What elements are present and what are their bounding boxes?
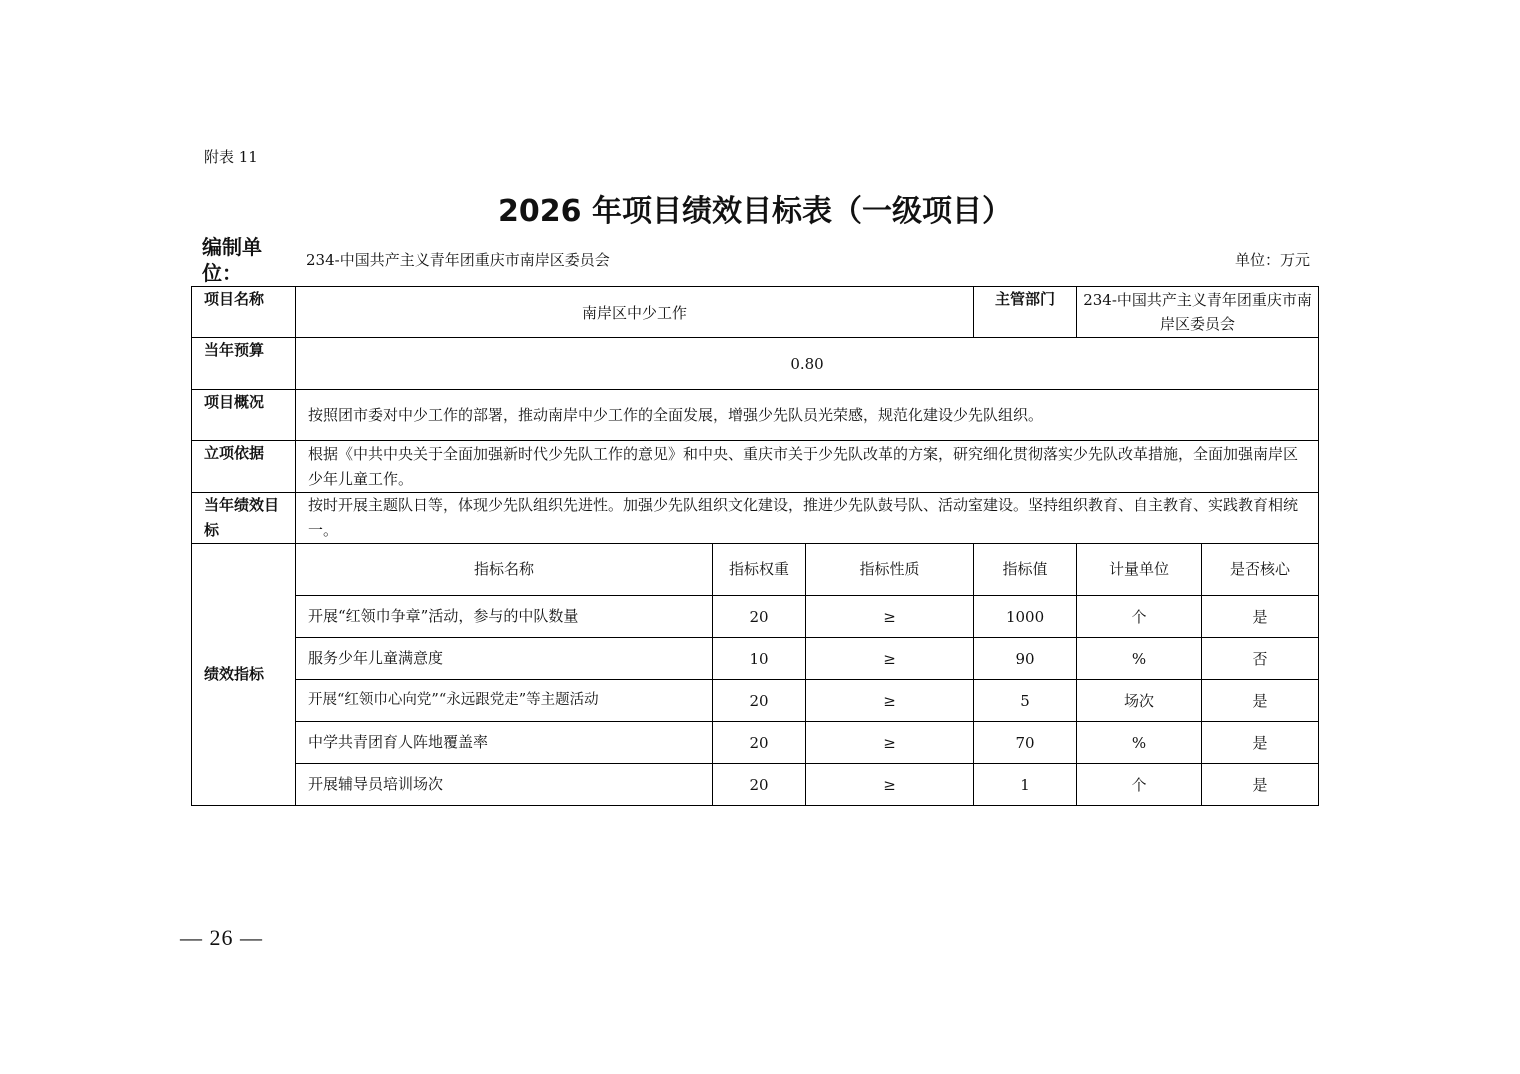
indicator-is-core: 是 bbox=[1202, 680, 1319, 722]
indicator-nature: ≥ bbox=[806, 596, 974, 638]
indicator-nature: ≥ bbox=[806, 764, 974, 806]
indicator-weight: 20 bbox=[713, 680, 806, 722]
row-goal bbox=[192, 493, 1319, 544]
overview-label: 项目概况 bbox=[192, 390, 296, 441]
indicator-unit: % bbox=[1077, 722, 1202, 764]
indicator-unit: 个 bbox=[1077, 764, 1202, 806]
performance-table bbox=[191, 286, 1319, 806]
indicator-unit: % bbox=[1077, 638, 1202, 680]
indicator-name: 开展辅导员培训场次 bbox=[296, 764, 713, 806]
indicator-value: 70 bbox=[974, 722, 1077, 764]
table-row bbox=[192, 638, 1319, 680]
table-row bbox=[192, 596, 1319, 638]
indicator-name: 服务少年儿童满意度 bbox=[296, 638, 713, 680]
indicator-weight: 10 bbox=[713, 638, 806, 680]
indicator-is-core: 是 bbox=[1202, 722, 1319, 764]
indicator-is-core: 否 bbox=[1202, 638, 1319, 680]
indicator-is-core: 是 bbox=[1202, 596, 1319, 638]
header-indicator-weight: 指标权重 bbox=[713, 544, 806, 596]
page-number: — 26 — bbox=[180, 925, 263, 950]
indicator-unit: 场次 bbox=[1077, 680, 1202, 722]
indicator-value: 90 bbox=[974, 638, 1077, 680]
goal-label: 当年绩效目标 bbox=[192, 493, 296, 544]
basis-value: 根据《中共中央关于全面加强新时代少先队工作的意见》和中央、重庆市关于少先队改革的方案，研究细化贯彻落实少先队改革措施，全面加强南岸区少年儿童工作。 bbox=[296, 441, 1319, 493]
table-row bbox=[192, 680, 1319, 722]
header-indicator-value: 指标值 bbox=[974, 544, 1077, 596]
indicator-unit: 个 bbox=[1077, 596, 1202, 638]
table-row bbox=[192, 764, 1319, 806]
indicator-weight: 20 bbox=[713, 722, 806, 764]
indicator-nature: ≥ bbox=[806, 680, 974, 722]
project-name-value: 南岸区中少工作 bbox=[296, 287, 974, 338]
indicator-name: 开展“红领巾心向党”“永远跟党走”等主题活动 bbox=[296, 680, 713, 722]
header-is-core: 是否核心 bbox=[1202, 544, 1319, 596]
page-title: 2026 年项目绩效目标表（一级项目） bbox=[498, 194, 1012, 229]
indicator-value: 1000 bbox=[974, 596, 1077, 638]
indicator-value: 5 bbox=[974, 680, 1077, 722]
header-indicator-nature: 指标性质 bbox=[806, 544, 974, 596]
basis-label: 立项依据 bbox=[192, 441, 296, 493]
attachment-label: 附表 11 bbox=[204, 148, 258, 166]
indicator-nature: ≥ bbox=[806, 638, 974, 680]
indicator-name: 开展“红领巾争章”活动，参与的中队数量 bbox=[296, 596, 713, 638]
row-project-name bbox=[192, 287, 1319, 338]
indicator-weight: 20 bbox=[713, 764, 806, 806]
indicator-is-core: 是 bbox=[1202, 764, 1319, 806]
indicator-header-row bbox=[192, 544, 1319, 596]
project-name-label: 项目名称 bbox=[192, 287, 296, 338]
indicator-name: 中学共青团育人阵地覆盖率 bbox=[296, 722, 713, 764]
goal-value: 按时开展主题队日等，体现少先队组织先进性。加强少先队组织文化建设，推进少先队鼓号队、活动室建设。坚持组织教育、自主教育、实践教育相统一。 bbox=[296, 493, 1319, 544]
budget-value: 0.80 bbox=[296, 338, 1319, 390]
org-row bbox=[196, 232, 1316, 284]
dept-label: 主管部门 bbox=[974, 287, 1077, 338]
header-indicator-name: 指标名称 bbox=[296, 544, 713, 596]
org-label: 编制单位： bbox=[202, 235, 262, 285]
org-value: 234-中国共产主义青年团重庆市南岸区委员会 bbox=[306, 251, 610, 269]
indicator-nature: ≥ bbox=[806, 722, 974, 764]
dept-value: 234-中国共产主义青年团重庆市南岸区委员会 bbox=[1077, 287, 1319, 338]
row-overview bbox=[192, 390, 1319, 441]
indicator-value: 1 bbox=[974, 764, 1077, 806]
row-basis bbox=[192, 441, 1319, 493]
indicator-weight: 20 bbox=[713, 596, 806, 638]
indicators-section-label: 绩效指标 bbox=[192, 544, 296, 806]
header-unit: 计量单位 bbox=[1077, 544, 1202, 596]
unit-label: 单位：万元 bbox=[1234, 251, 1310, 269]
overview-value: 按照团市委对中少工作的部署，推动南岸中少工作的全面发展，增强少先队员光荣感，规范化建设少先队组织。 bbox=[296, 390, 1319, 441]
row-budget bbox=[192, 338, 1319, 390]
budget-label: 当年预算 bbox=[192, 338, 296, 390]
table-row bbox=[192, 722, 1319, 764]
